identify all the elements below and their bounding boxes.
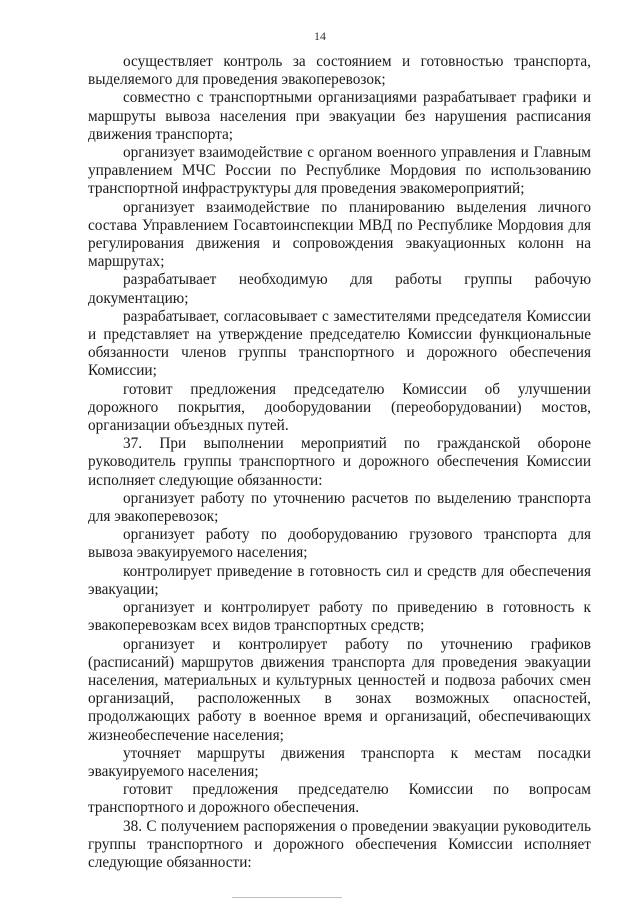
paragraph: организует взаимодействие по планированию выделения личного состава Управлением Госавтоинспекции МВД по Республике Мордовия для регулирования движения и сопровождения эвакуационных колонн на маршрутах; [88, 198, 591, 271]
document-body [88, 53, 591, 872]
paragraph: контролирует приведение в готовность сил и средств для обеспечения эвакуации; [88, 562, 591, 598]
paragraph: организует работу по уточнению расчетов по выделению транспорта для эвакоперевозок; [88, 489, 591, 526]
paragraph-item-37: 37. При выполнении мероприятий по гражданской обороне руководитель группы транспортного и дорожного обеспечения Комиссии исполняет следующие обязанности: [88, 435, 591, 489]
paragraph: разрабатывает необходимую для работы группы рабочую документацию; [88, 271, 591, 307]
scan-artifact-line [232, 897, 342, 898]
paragraph: организует и контролирует работу по приведению в готовность к эвакоперевозкам всех видов транспортных средств; [88, 599, 591, 635]
paragraph-item-38: 38. С получением распоряжения о проведении эвакуации руководитель группы транспортного и дорожного обеспечения Комиссии исполняет следующие обязанности: [88, 817, 591, 871]
paragraph: уточняет маршруты движения транспорта к местам посадки эвакуируемого населения; [88, 744, 591, 780]
paragraph: готовит предложения председателю Комиссии об улучшении дорожного покрытия, дооборудовании (переоборудовании) мостов, организации объездных путей. [88, 380, 591, 435]
paragraph: разрабатывает, согласовывает с заместителями председателя Комиссии и представляет на утверждение председателю Комиссии функциональные обязанности членов группы транспортного и дорожного обеспечения Комиссии; [88, 307, 591, 380]
page-number: 14 [314, 29, 326, 43]
paragraph: организует взаимодействие с органом военного управления и Главным управлением МЧС России по Республике Мордовия по использованию транспортной инфраструктуры для проведения эвакомероприятий; [88, 144, 591, 198]
paragraph: осуществляет контроль за состоянием и готовностью транспорта, выделяемого для проведения эвакоперевозок; [88, 53, 591, 89]
paragraph: организует и контролирует работу по уточнению графиков (расписаний) маршрутов движения транспорта для проведения эвакуации населения, материальных и культурных ценностей и подвоза рабочих смен организаций, расположенных в зонах возможных опасностей, продолжающих работу в военное время и организаций, обеспечивающих жизнеобеспечение населения; [88, 635, 591, 744]
paragraph: готовит предложения председателю Комиссии по вопросам транспортного и дорожного обеспечения. [88, 781, 591, 817]
paragraph: совместно с транспортными организациями разрабатывает графики и маршруты вывоза населения при эвакуации без нарушения расписания движения транспорта; [88, 89, 591, 143]
paragraph: организует работу по дооборудованию грузового транспорта для вывоза эвакуируемого населения; [88, 526, 591, 562]
